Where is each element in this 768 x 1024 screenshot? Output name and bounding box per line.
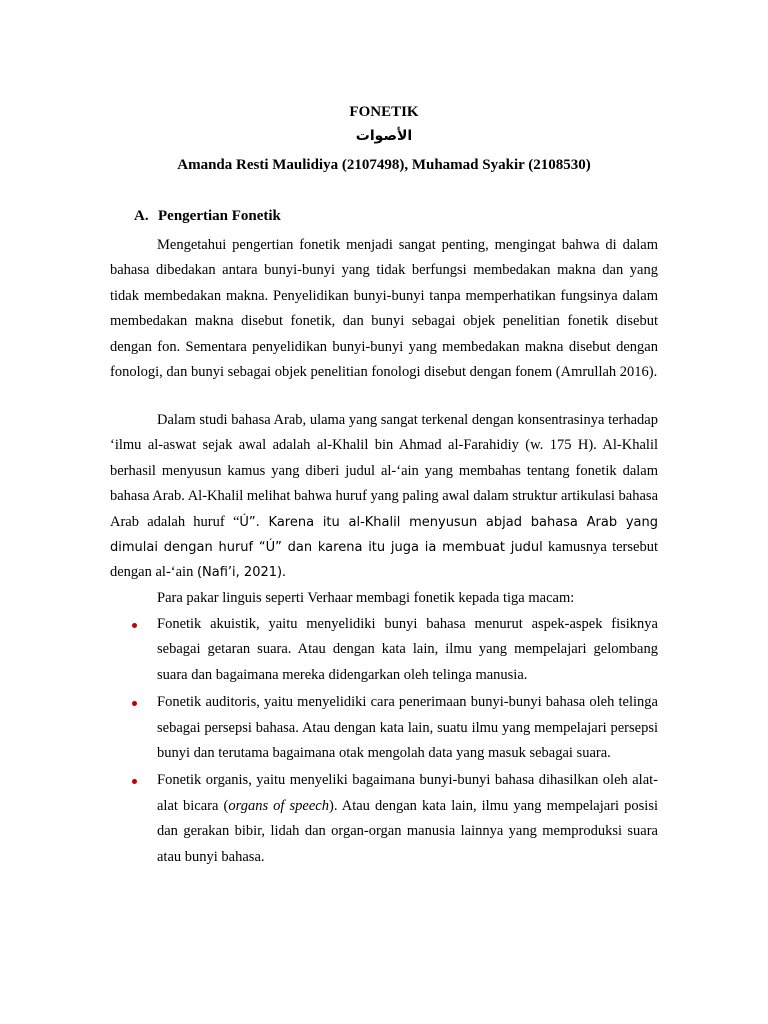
paragraph-3-text: Para pakar linguis seperti Verhaar membagi fonetik kepada tiga macam: <box>157 590 575 606</box>
bullet-icon <box>132 779 137 784</box>
paragraph-2-end: . <box>282 564 286 581</box>
list-item-text: Fonetik akuistik, yaitu menyelidiki bunyi bahasa menurut aspek-aspek fisiknya sebagai getaran suara. Atau dengan kata lain, ilmu yang mempelajari gelombang suara dan bagaimana mereka didengarkan oleh telinga manusia. <box>157 616 658 683</box>
paragraph-2 <box>110 408 658 586</box>
paragraph-1 <box>110 233 658 385</box>
list-item-text-before: Fonetik organis, yaitu menyeliki bagaimana bunyi-bunyi bahasa dihasilkan oleh alat-alat bicara ( <box>157 772 658 814</box>
list-item-italic: organs of speech <box>228 797 329 814</box>
bullet-icon <box>132 701 137 706</box>
arabic-title: الأصوات <box>355 128 413 144</box>
paragraph-2-part3: kamusnya tersebut dengan al-‘ain <box>110 539 658 581</box>
list-item-text-after: ). Atau dengan kata lain, ilmu yang mempelajari posisi dan gerakan bibir, lidah dan organ-organ manusia lainnya yang memproduksi suara atau bunyi bahasa. <box>157 797 658 865</box>
paragraph-2-part2: Ú”. Karena itu al-Khalil menyusun abjad bahasa Arab yang dimulai dengan huruf “Ú” dan karena itu juga ia membuat judul <box>110 514 659 556</box>
list-item <box>110 768 658 870</box>
list-item-text: Fonetik auditoris, yaitu menyelidiki cara penerimaan bunyi-bunyi bahasa oleh telinga sebagai persepsi bahasa. Atau dengan kata lain, suatu ilmu yang mempelajari persepsi bunyi dan terutama bagaimana otak mengolah data yang masuk sebagai suara. <box>157 694 658 762</box>
section-number: A. <box>134 208 149 224</box>
list-item <box>110 690 658 766</box>
paragraph-2-citation: (Nafi’i, 2021) <box>196 565 283 581</box>
paragraph-2-text <box>110 408 658 586</box>
paragraph-2-part1: Dalam studi bahasa Arab, ulama yang sangat terkenal dengan konsentrasinya terhadap ‘ilmu al-aswat sejak awal adalah al-Khalil bin Ahmad al-Farahidiy (w. 175 H). Al-Khalil berhasil menyusun kamus yang diberi judul al-‘ain yang membahas tentang fonetik dalam bahasa Arab. Al-Khalil melihat bahwa huruf yang paling awal dalam struktur artikulasi bahasa Arab adalah huruf “ <box>110 412 659 530</box>
paragraph-3 <box>110 586 658 611</box>
paragraph-1-text: Mengetahui pengertian fonetik menjadi sangat penting, mengingat bahwa di dalam bahasa dibedakan antara bunyi-bunyi yang tidak berfungsi membedakan makna dan yang tidak membedakan makna. Penyelidikan bunyi-bunyi tanpa memperhatikan fungsinya dalam membedakan makna disebut fonetik, dan bunyi sebagai objek penelitian fonetik disebut dengan fon. Sementara penyelidikan bunyi-bunyi yang membedakan makna disebut dengan fonologi, dan bunyi sebagai objek penelitian fonologi disebut dengan fonem (Amrullah 2016). <box>110 237 658 381</box>
bullet-icon <box>132 623 137 628</box>
section-a-heading <box>134 208 281 225</box>
section-title: Pengertian Fonetik <box>158 208 281 224</box>
authors-line: Amanda Resti Maulidiya (2107498), Muhamad Syakir (2108530) <box>177 157 591 173</box>
list-item <box>110 612 658 688</box>
document-title: FONETIK <box>349 104 419 120</box>
phonetics-types-list <box>110 612 658 872</box>
